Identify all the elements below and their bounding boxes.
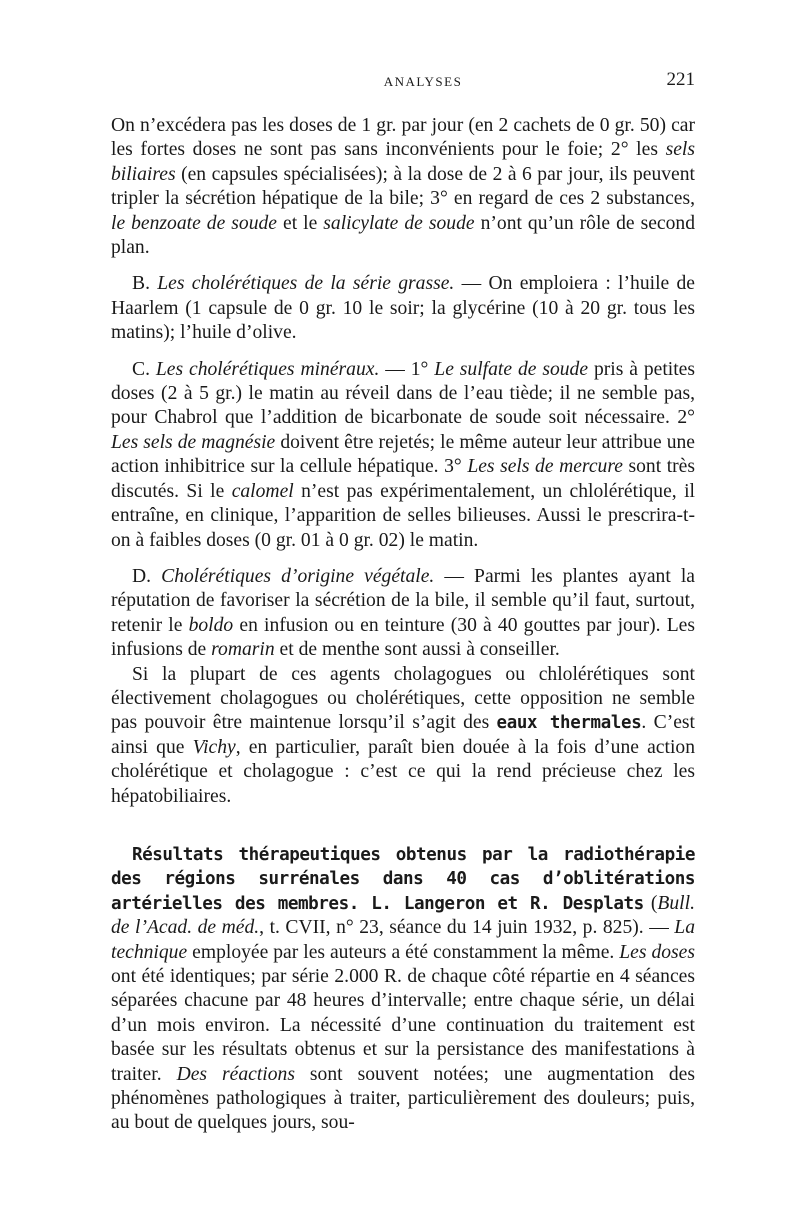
section-letter: B. [132,273,158,295]
text-run: — On emploiera : l’huile de Haarlem (1 capsule de 0 gr. 10 le soir; la glycérine (10 à 20 gr. tous les matins); l’huile d’olive. [111,273,695,344]
italic-term: salicylate de soude [323,212,475,234]
article-abstract [111,843,695,1136]
text-run: n’est pas expérimentalement, un chlolérétique, il entraîne, en clinique, l’apparition de selles bilieuses. Aussi le prescrira-t-on à faibles doses (0 gr. 01 à 0 gr. 02) le matin. [111,480,695,551]
text-run: . C’est ainsi que [111,712,695,758]
text-run: sont très discutés. Si le [111,456,695,502]
italic-term: La technique [111,917,695,963]
italic-term: Les sels de magnésie [111,431,276,453]
italic-term: romarin [211,639,275,661]
text-run: n’ont qu’un rôle de second plan. [111,212,695,259]
text-run: en infusion ou en teinture (30 à 40 gouttes par jour). Les infusions de [111,614,695,661]
text-run: pris à petites doses (2 à 5 gr.) le matin au réveil dans de l’eau tiède; il ne semble pas, pour Chabrol que l’addition de bicarbonate de soude soit nécessaire. 2° [111,358,695,429]
section-heading: Les cholérétiques de la série grasse. [157,273,455,295]
italic-term: Le sulfate de soude [434,358,589,380]
page-number: 221 [666,69,695,90]
page-header [111,70,695,94]
document-page [111,70,695,1136]
section-b-paragraph [111,272,695,345]
paragraph-sels-biliaires [111,114,695,260]
text-run: (en capsules spécialisées); à la dose de 2 à 6 par jour, ils peuvent tripler la sécrétion hépatique de la bile; 3° en regard de ces 2 substances, [111,163,695,210]
italic-term: Des réactions [176,1063,295,1085]
bold-term: eaux thermales [496,713,642,734]
text-run: ( [643,892,658,914]
running-title: ANALYSES [383,74,463,89]
text-run: ont été identiques; par série 2.000 R. de chaque côté répartie en 4 séances séparées chacune par 48 heures d’intervalle; entre chaque série, un délai d’un mois environ. La nécessité d’une continuation du traitement est basée sur les résultats obtenus et sur la persistance des manifestations à traiter. [111,966,695,1085]
text-run: sont souvent notées; une augmentation des phénomènes pathologiques à traiter, particulièrement des douleurs; puis, au bout de quelques jours, sou- [111,1063,695,1134]
section-heading: Les cholérétiques minéraux. [155,358,380,380]
text-run: et le [277,212,324,234]
text-run: — 1° [379,358,435,380]
italic-term: calomel [231,480,294,502]
italic-term: Les doses [619,941,695,963]
section-heading: Cholérétiques d’origine végétale. [161,565,435,587]
section-d-paragraph [111,565,695,663]
text-run: employée par les auteurs a été constamment la même. [187,941,620,963]
text-run: et de menthe sont aussi à conseiller. [274,639,560,661]
italic-term: Vichy [192,736,236,758]
text-run: doivent être rejetés; le même auteur leur attribue une action inhibitrice sur la cellule hépatique. 3° [111,431,695,478]
text-run: On n’excédera pas les doses de 1 gr. par jour (en 2 cachets de 0 gr. 50) car les fortes doses ne sont pas sans inconvénients pour le foie; 2° les [111,115,695,161]
eaux-thermales-paragraph [111,663,695,809]
text-run: , en particulier, paraît bien douée à la fois d’une action cholérétique et cholagogue : c’est ce qui la rend précieuse chez les hépatobiliaires. [111,736,695,807]
citation-journal: Bull. de l’Acad. de méd. [111,892,695,939]
section-letter: C. [132,358,156,380]
section-c-paragraph [111,358,695,553]
section-letter: D. [132,565,162,587]
article-title: Résultats thérapeutiques obtenus par la radiothérapie des régions surrénales dans 40 cas d’oblitérations artérielles des membres. L. Langeron et R. Desplats [111,844,695,914]
text-run: Si la plupart de ces agents cholagogues ou chlolérétiques sont électivement cholagogues ou cholérétiques, cette opposition ne semble pas pouvoir être maintenue lorsqu’il s’agit des [111,663,695,734]
text-run: — Parmi les plantes ayant la réputation de favoriser la sécrétion de la bile, il semble qu’il faut, surtout, retenir le [111,565,695,636]
italic-term: boldo [188,614,234,636]
text-run: , t. CVII, n° 23, séance du 14 juin 1932, p. 825). — [259,917,675,939]
italic-term: sels biliaires [111,139,695,185]
italic-term: Les sels de mercure [467,456,623,478]
italic-term: le benzoate de soude [111,212,277,234]
